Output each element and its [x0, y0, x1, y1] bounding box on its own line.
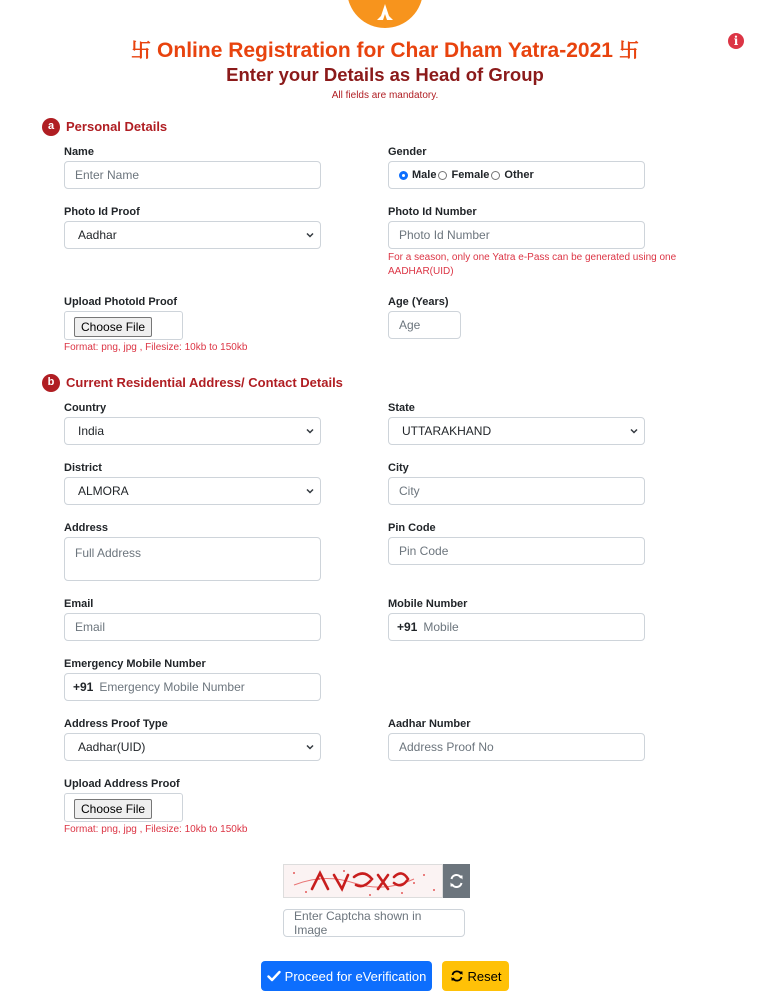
address-proof-type-label: Address Proof Type	[64, 718, 168, 730]
namaste-icon	[371, 2, 399, 24]
captcha-image	[283, 864, 443, 898]
refresh-captcha-button[interactable]	[443, 864, 470, 898]
section-title-personal: Personal Details	[66, 119, 168, 134]
gender-radio-group: Male Female Other	[388, 161, 645, 189]
gender-label: Gender	[388, 146, 427, 158]
photo-id-proof-label: Photo Id Proof	[64, 206, 140, 218]
upload-photo-id-label: Upload PhotoId Proof	[64, 296, 178, 308]
section-badge-b: b	[42, 374, 60, 392]
country-label: Country	[64, 402, 107, 414]
name-input[interactable]: Enter Name	[64, 161, 321, 189]
email-label: Email	[64, 598, 94, 610]
emergency-mobile-label: Emergency Mobile Number	[64, 658, 206, 670]
district-select[interactable]: ALMORA	[64, 477, 321, 505]
mobile-input[interactable]: +91 Mobile	[388, 613, 645, 641]
email-input[interactable]: Email	[64, 613, 321, 641]
info-icon[interactable]: i	[728, 33, 744, 49]
swastik-icon: 卐	[618, 40, 639, 62]
gender-female-radio[interactable]	[438, 171, 447, 180]
name-label: Name	[64, 146, 94, 158]
proceed-button[interactable]: Proceed for eVerification	[261, 961, 432, 991]
upload-photo-id-hint: Format: png, jpg , Filesize: 10kb to 150kb	[64, 342, 248, 353]
gender-male-radio[interactable]	[399, 171, 408, 180]
address-textarea[interactable]: Full Address	[64, 537, 321, 581]
mobile-label: Mobile Number	[388, 598, 468, 610]
check-icon	[267, 970, 281, 982]
country-select[interactable]: India	[64, 417, 321, 445]
pincode-label: Pin Code	[388, 522, 436, 534]
swastik-icon: 卐	[131, 40, 152, 62]
chevron-down-icon	[306, 231, 314, 239]
section-title-address: Current Residential Address/ Contact Details	[66, 375, 343, 390]
address-proof-type-select[interactable]: Aadhar(UID)	[64, 733, 321, 761]
captcha-input[interactable]: Enter Captcha shown in Image	[283, 909, 465, 937]
choose-file-button[interactable]: Choose File	[74, 317, 152, 337]
emergency-mobile-input[interactable]: +91 Emergency Mobile Number	[64, 673, 321, 701]
country-code-prefix: +91	[73, 680, 94, 694]
city-label: City	[388, 462, 409, 474]
upload-address-proof-label: Upload Address Proof	[64, 778, 180, 790]
reset-button[interactable]: Reset	[442, 961, 509, 991]
upload-address-proof-hint: Format: png, jpg , Filesize: 10kb to 150kb	[64, 824, 248, 835]
upload-address-proof-field	[64, 793, 183, 822]
refresh-icon	[450, 969, 464, 983]
city-input[interactable]: City	[388, 477, 645, 505]
state-select[interactable]: UTTARAKHAND	[388, 417, 645, 445]
state-label: State	[388, 402, 415, 414]
choose-file-button[interactable]: Choose File	[74, 799, 152, 819]
page-subtitle: Enter your Details as Head of Group	[226, 64, 544, 85]
photo-id-number-label: Photo Id Number	[388, 206, 477, 218]
country-code-prefix: +91	[397, 620, 418, 634]
upload-photo-id-field	[64, 311, 183, 340]
page-title: 卐 Online Registration for Char Dham Yatra-2021 卐	[131, 39, 639, 62]
district-label: District	[64, 462, 102, 474]
refresh-icon	[443, 864, 470, 898]
chevron-down-icon	[630, 427, 638, 435]
site-logo	[347, 0, 423, 28]
aadhar-number-input[interactable]: Address Proof No	[388, 733, 645, 761]
section-badge-a: a	[42, 118, 60, 136]
pincode-input[interactable]: Pin Code	[388, 537, 645, 565]
address-label: Address	[64, 522, 109, 534]
age-input[interactable]: Age	[388, 311, 461, 339]
chevron-down-icon	[306, 427, 314, 435]
photo-id-number-input[interactable]: Photo Id Number	[388, 221, 645, 249]
age-label: Age (Years)	[388, 296, 449, 308]
photo-id-number-hint: For a season, only one Yatra e-Pass can be generated using one AADHAR(UID)	[388, 252, 677, 277]
photo-id-proof-select[interactable]: Aadhar	[64, 221, 321, 249]
aadhar-number-label: Aadhar Number	[388, 718, 471, 730]
gender-other-radio[interactable]	[491, 171, 500, 180]
chevron-down-icon	[306, 487, 314, 495]
chevron-down-icon	[306, 743, 314, 751]
mandatory-note: All fields are mandatory.	[331, 90, 439, 101]
